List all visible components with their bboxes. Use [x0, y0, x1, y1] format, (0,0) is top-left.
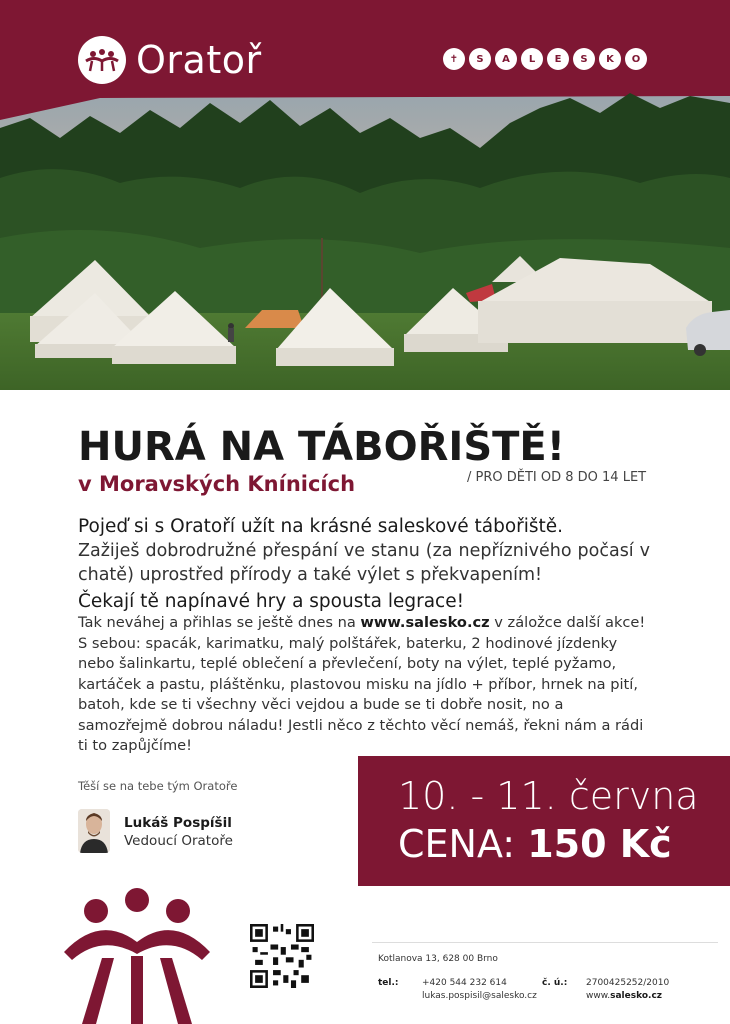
- camp-tents-photo: [0, 88, 730, 390]
- leader-name: Lukáš Pospíšil: [124, 815, 232, 831]
- salesko-letter: S: [573, 48, 595, 70]
- event-subtitle: v Moravských Knínicích: [78, 472, 356, 496]
- avatar: [78, 809, 110, 853]
- intro-text: Pojeď si s Oratoří užít na krásné saleskové tábořiště.: [78, 516, 564, 537]
- oratory-figures-icon: [84, 47, 120, 73]
- age-range: / PRO DĚTI OD 8 DO 14 LET: [467, 470, 647, 485]
- event-title: HURÁ NA TÁBOŘIŠTĚ!: [78, 424, 565, 470]
- date-price-box: [358, 756, 730, 886]
- salesko-letter: A: [495, 48, 517, 70]
- event-date: 10. - 11. června: [398, 774, 699, 818]
- salesko-letter: K: [599, 48, 621, 70]
- salesko-letter: L: [521, 48, 543, 70]
- footer-account-label: č. ú.:: [542, 978, 568, 988]
- salesko-letter: E: [547, 48, 569, 70]
- packing-list: S sebou: spacák, karimatku, malý polštářek, baterku, 2 hodinové jízdenky nebo šalinkartu, teplé oblečení a převlečení, boty na výlet, teplé pyžamo, kartáček a pastu, pláštěnku, plastovou misku na jídlo + příbor, hrnek na pití, batoh, kde se ti všechny věci vejdou a bude se ti dobře nosit, no a samozřejmě dobrou náladu! Jestli něco z těchto věcí nemáš, řekni nám a rádi ti to zapůjčíme!: [78, 634, 644, 754]
- qr-code[interactable]: [250, 924, 314, 988]
- oratory-large-logo: [62, 886, 212, 1024]
- footer-web-domain: salesko.cz: [610, 991, 663, 1001]
- oratory-logo: [78, 36, 126, 84]
- register-suffix: v záložce další akce!: [489, 614, 646, 631]
- footer-phone[interactable]: +420 544 232 614: [422, 978, 507, 988]
- footer-account: 2700425252/2010: [586, 978, 670, 988]
- brand-name: Oratoř: [136, 38, 262, 82]
- salesko-logo: [443, 48, 647, 70]
- price-label: CENA:: [398, 822, 528, 866]
- lead-text: Zažiješ dobrodružné přespání ve stanu (za nepříznivého počasí v chatě) uprostřed přírody a také výlet s překvapením!: [78, 541, 650, 585]
- salesko-letter: O: [625, 48, 647, 70]
- footer-address: Kotlanova 13, 628 00 Brno: [378, 954, 498, 964]
- price-row: [398, 822, 672, 866]
- footer-tel-label: tel.:: [378, 978, 399, 988]
- price-value: 150 Kč: [527, 822, 672, 866]
- leader-role: Vedoucí Oratoře: [124, 833, 233, 849]
- footer-web-prefix: www.: [586, 991, 611, 1001]
- footer-divider: [372, 942, 718, 943]
- register-prefix: Tak neváhej a přihlas se ještě dnes na: [78, 614, 361, 631]
- register-link[interactable]: www.salesko.cz: [360, 614, 490, 631]
- footer-email[interactable]: lukas.pospisil@salesko.cz: [422, 991, 537, 1001]
- salesian-icon: ✝: [443, 48, 465, 70]
- details-text: [78, 613, 653, 757]
- footer-website[interactable]: [586, 991, 662, 1001]
- salesko-letter: S: [469, 48, 491, 70]
- signoff: Těší se na tebe tým Oratoře: [78, 779, 238, 793]
- hook-text: Čekají tě napínavé hry a spousta legrace!: [78, 591, 465, 612]
